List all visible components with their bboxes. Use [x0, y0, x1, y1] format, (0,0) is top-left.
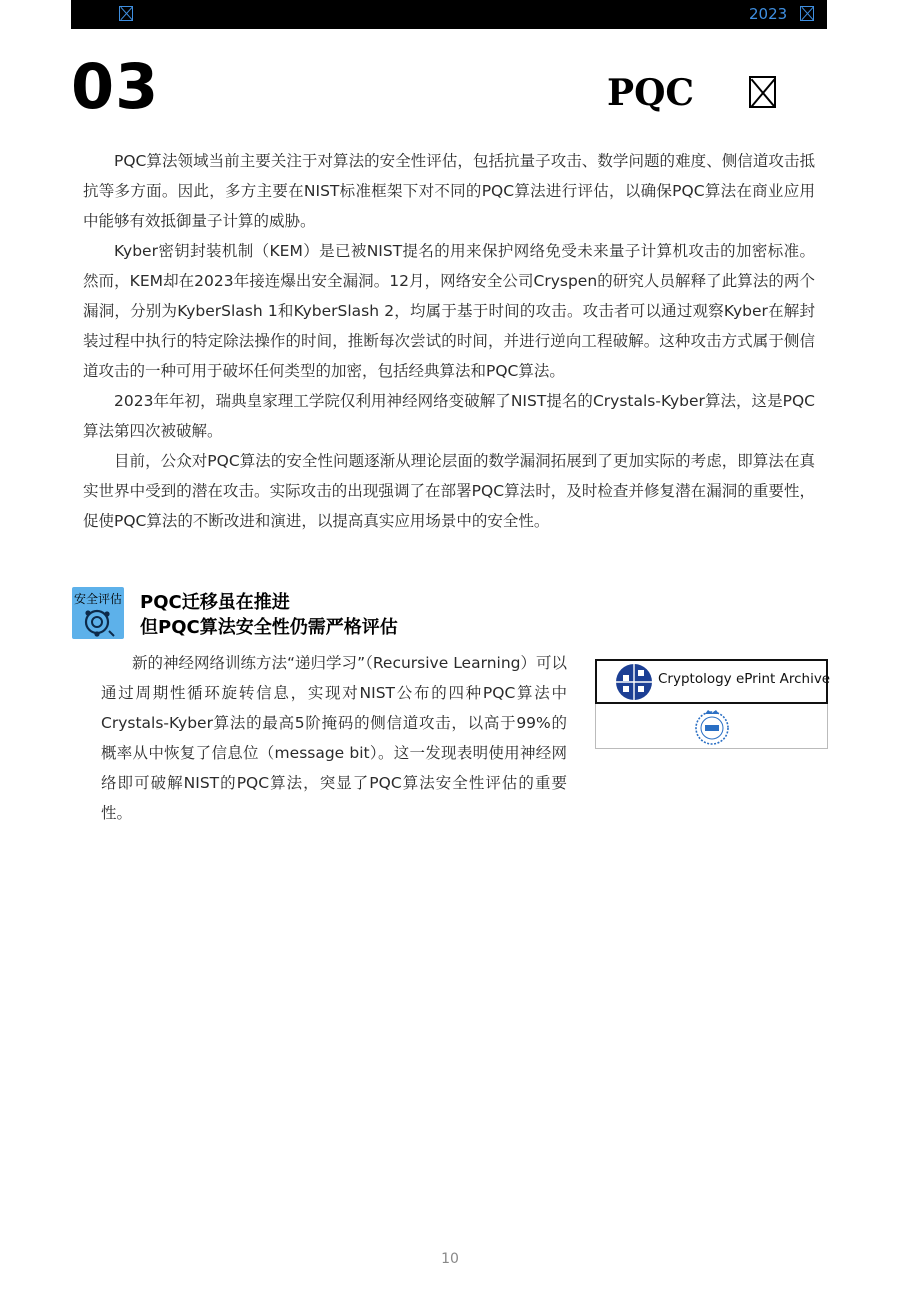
section-heading: [140, 590, 398, 640]
section-paragraph: 新的神经网络训练方法“递归学习”（Recursive Learning）可以通过周期性循环旋转信息，实现对NIST公布的四种PQC算法中Crystals-Kyber算法的最高5阶掩码的侧信道攻击，以高于99%的概率从中恢复了信息位（message bit）。这一发现表明使用神经网络即可破解NIST的PQC算法，突显了PQC算法安全性评估的重要性。: [101, 654, 567, 822]
badge-label: 安全评估: [73, 592, 122, 606]
chapter-number: 03: [71, 50, 160, 123]
body-paragraph: 目前，公众对PQC算法的安全性问题逐渐从理论层面的数学漏洞拓展到了更加实际的考虑，即算法在真实世界中受到的潜在攻击。实际攻击的出现强调了在部署PQC算法时，及时检查并修复潜在漏洞的重要性，促使PQC算法的不断改进和演进，以提高真实应用场景中的安全性。: [83, 452, 815, 530]
logo-panel: [595, 659, 831, 749]
iacr-logo-icon: [615, 663, 653, 701]
kth-seal-icon: [694, 708, 730, 746]
page-number: 10: [441, 1251, 459, 1267]
body-paragraph: Kyber密钥封装机制（KEM）是已被NIST提名的用来保护网络免受未来量子计算机攻击的加密标准。然而，KEM却在2023年接连爆出安全漏洞。12月，网络安全公司Cryspen的研究人员解释了此算法的两个漏洞，分别为KyberSlash 1和KyberSlash 2，均属于基于时间的攻击。攻击者可以通过观察Kyber在解封装过程中执行的特定除法操作的时间，推断每次尝试的时间，并进行逆向工程破解。这种攻击方式属于侧信道攻击的一种可用于破坏任何类型的加密，包括经典算法和PQC算法。: [83, 242, 815, 380]
eprint-archive-logo: [595, 659, 831, 704]
section-heading-line: PQC迁移虽在推进: [140, 592, 290, 613]
chapter-title: PQC: [607, 72, 695, 114]
missing-glyph-box-icon: [749, 76, 776, 108]
header-bar: [71, 0, 827, 29]
missing-glyph-box-icon: [119, 6, 133, 21]
section-heading-line: 但PQC算法安全性仍需严格评估: [140, 617, 398, 638]
eprint-archive-name: Cryptology ePrint Archive: [658, 671, 831, 687]
body-paragraph: 2023年年初，瑞典皇家理工学院仅利用神经网络变破解了NIST提名的Crystals-Kyber算法，这是PQC算法第四次被破解。: [83, 392, 815, 440]
missing-glyph-box-icon: [800, 6, 814, 21]
section-badge: [72, 587, 124, 639]
header-year: 2023: [749, 5, 788, 23]
body-paragraph: PQC算法领域当前主要关注于对算法的安全性评估，包括抗量子攻击、数学问题的难度、侧信道攻击抵抗等多方面。因此，多方主要在NIST标准框架下对不同的PQC算法进行评估，以确保PQC算法在商业应用中能够有效抵御量子计算的威胁。: [83, 152, 815, 230]
security-assessment-icon: [81, 605, 115, 637]
